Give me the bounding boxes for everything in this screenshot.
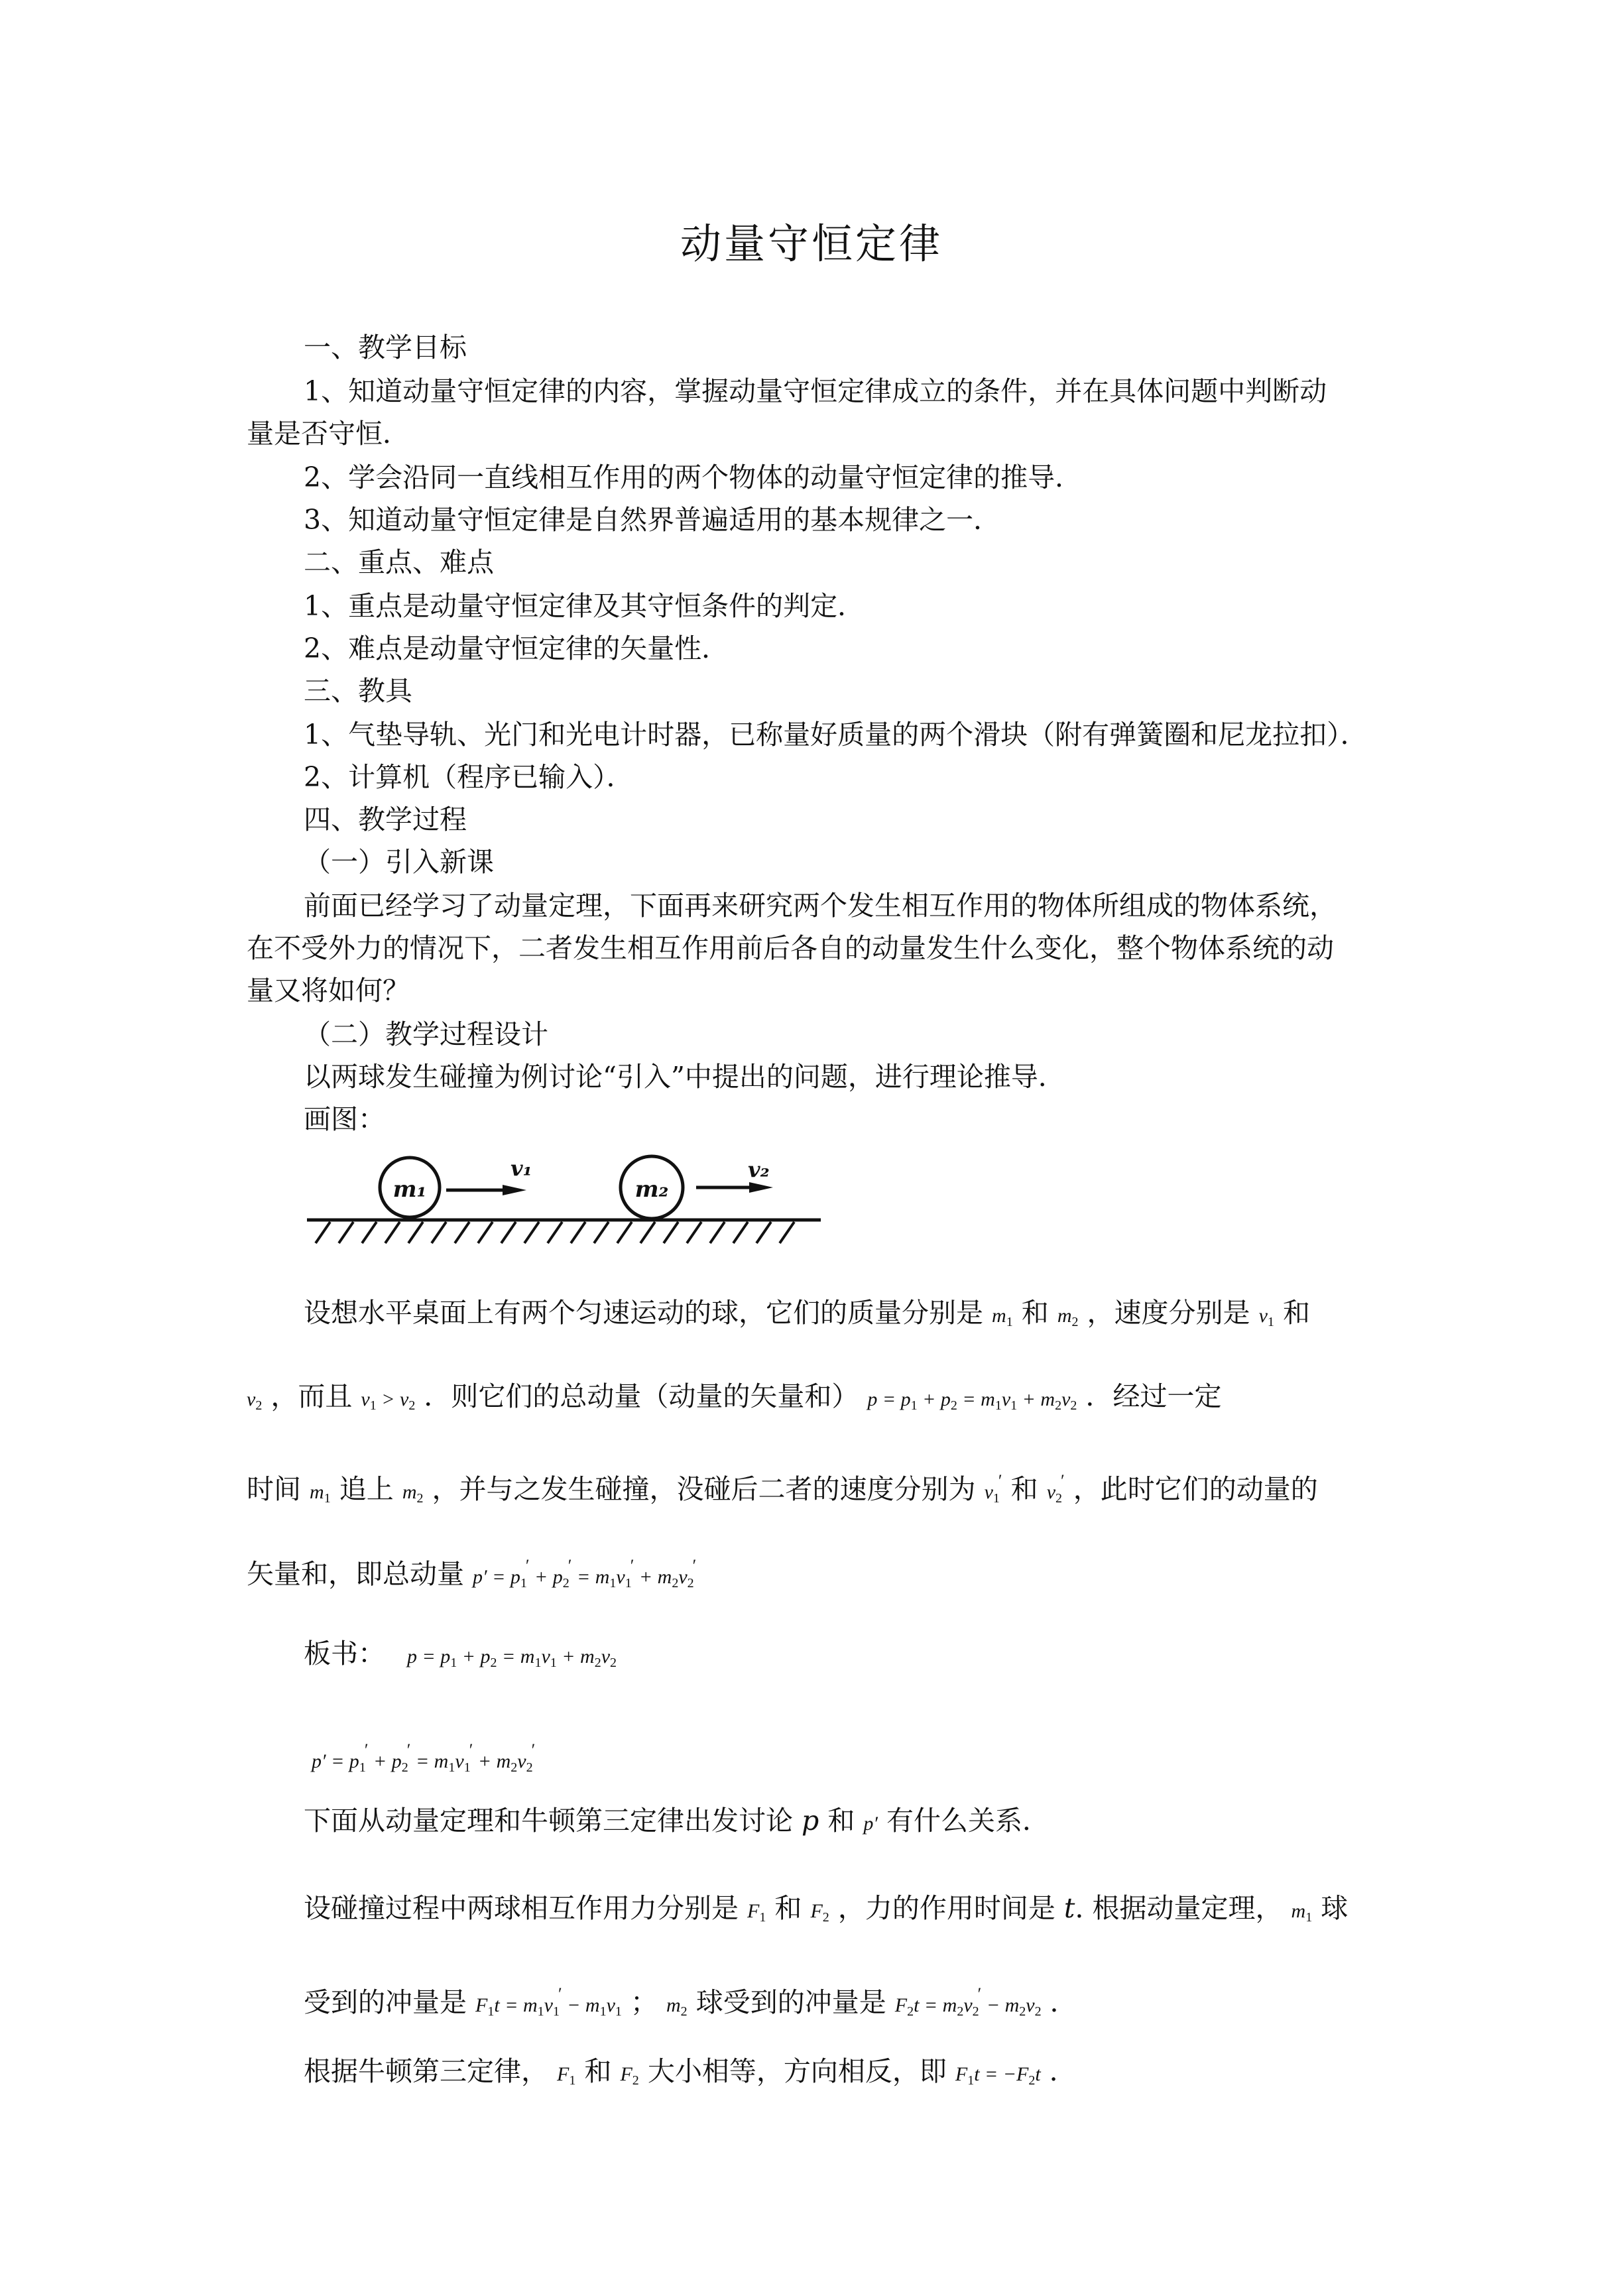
subsection-1-heading: （一）引入新课 <box>304 846 494 878</box>
board-label: 板书： <box>304 1638 385 1669</box>
arrow-v2-label: v₂ <box>748 1157 770 1182</box>
formula-board-1: $p = p_1 + p_2 = m_1v_1 + m_2v_2$ <box>407 1646 617 1670</box>
body-text: 和 <box>827 1805 855 1837</box>
body-text: 有什么关系． <box>886 1805 1050 1837</box>
key-point-2: 2、难点是动量守恒定律的矢量性． <box>304 633 729 664</box>
formula-p-prime: p′ <box>863 1813 878 1835</box>
design-line: 以两球发生碰撞为例讨论“引入”中提出的问题，进行理论推导． <box>304 1061 1065 1093</box>
body-text: 下面从动量定理和牛顿第三定律出发讨论 <box>304 1805 793 1837</box>
formula-impulse-2: $F_2t = m_2v_2' - m_2v_2$ <box>894 1984 1042 2019</box>
body-text: . <box>1075 1892 1084 1924</box>
body-text: ，而且 <box>270 1380 353 1412</box>
ball-m1-label: m₁ <box>392 1176 427 1203</box>
body-text: 和 <box>1021 1297 1049 1329</box>
objective-1-line-2: 量是否守恒． <box>247 418 410 450</box>
collision-diagram <box>304 1150 834 1250</box>
body-text: 和 <box>584 2055 612 2087</box>
section-3-heading: 三、教具 <box>304 675 412 707</box>
intro-line-3: 量又将如何？ <box>247 975 410 1006</box>
body-text: ．则它们的总动量（动量的矢量和） <box>424 1380 859 1412</box>
objective-1-line-1: 1、知道动量守恒定律的内容，掌握动量守恒定律成立的条件，并在具体问题中判断动 <box>304 375 1327 407</box>
formula-F1: $F_1$ <box>557 2063 576 2088</box>
body-text: ，并与之发生碰撞，没碰后二者的速度分别为 <box>432 1473 976 1505</box>
formula-m1: $m_1$ <box>992 1305 1013 1329</box>
formula-impulse-1: $F_1t = m_1v_1' - m_1v_1$ <box>475 1984 622 2019</box>
body-line-8 <box>304 2051 1077 2100</box>
formula-F2: $F_2$ <box>620 2063 639 2088</box>
draw-label: 画图： <box>304 1103 385 1135</box>
formula-F2: $F_2$ <box>810 1900 829 1925</box>
ground-hatching <box>316 1222 794 1243</box>
page-title: 动量守恒定律 <box>680 219 943 268</box>
formula-p: p <box>802 1805 819 1837</box>
body-line-4 <box>247 1546 696 1603</box>
formula-total-momentum-after: $p' = p_1' + p_2' = m_1v_1' + m_2v_2'$ <box>473 1556 697 1591</box>
formula-m2: $m_2$ <box>402 1481 424 1506</box>
body-text: 大小相等，方向相反，即 <box>647 2055 947 2087</box>
intro-line-2: 在不受外力的情况下，二者发生相互作用前后各自的动量发生什么变化，整个物体系统的动 <box>247 932 1334 964</box>
formula-m1: $m_1$ <box>1291 1900 1313 1925</box>
formula-v1: $v_1$ <box>1258 1305 1274 1329</box>
objective-2: 2、学会沿同一直线相互作用的两个物体的动量守恒定律的推导． <box>304 461 1083 493</box>
formula-m2: $m_2$ <box>1057 1305 1079 1329</box>
body-text: 受到的冲量是 <box>304 1986 467 2018</box>
body-text: 根据动量定理， <box>1092 1892 1283 1924</box>
body-line-6 <box>304 1888 1348 1937</box>
body-text: ，力的作用时间是 <box>837 1892 1055 1924</box>
section-1-heading: 一、教学目标 <box>304 332 467 363</box>
body-text: ．经过一定 <box>1085 1380 1222 1412</box>
body-text: 和 <box>1282 1297 1310 1329</box>
formula-v1-gt-v2: $v_1 > v_2$ <box>361 1388 416 1413</box>
body-text: 追上 <box>339 1473 394 1505</box>
arrow-v1-head <box>503 1185 526 1195</box>
formula-m1: $m_1$ <box>310 1481 331 1506</box>
body-line-2 <box>247 1376 1221 1425</box>
body-line-7 <box>304 1974 1077 2031</box>
section-2-heading: 二、重点、难点 <box>304 546 494 578</box>
body-text: 设碰撞过程中两球相互作用力分别是 <box>304 1892 739 1924</box>
body-text: 时间 <box>247 1473 301 1505</box>
formula-newton-third: $F_1t = -F_2t$ <box>955 2063 1041 2088</box>
body-line-3 <box>247 1461 1318 1518</box>
formula-v2-prime: $v_2'$ <box>1046 1471 1065 1506</box>
body-text: ． <box>1050 1986 1077 2018</box>
body-line-1 <box>304 1293 1310 1342</box>
body-text: 设想水平桌面上有两个匀速运动的球，它们的质量分别是 <box>304 1297 983 1329</box>
equipment-1: 1、气垫导轨、光门和光电计时器，已称量好质量的两个滑块（附有弹簧圈和尼龙拉扣）． <box>304 719 1368 751</box>
body-line-5 <box>304 1801 1050 1844</box>
formula-board-2: $p' = p_1' + p_2' = m_1v_1' + m_2v_2'$ <box>312 1740 536 1775</box>
body-text: 和 <box>774 1892 802 1924</box>
formula-m2: $m_2$ <box>666 1994 688 2019</box>
arrow-v1-label: v₁ <box>511 1156 532 1181</box>
body-text: ． <box>1049 2055 1077 2087</box>
intro-line-1: 前面已经学习了动量定理，下面再来研究两个发生相互作用的物体所组成的物体系统， <box>304 890 1337 922</box>
formula-F1: $F_1$ <box>747 1900 766 1925</box>
body-text: ，此时它们的动量的 <box>1073 1473 1318 1505</box>
body-text: 球受到的冲量是 <box>695 1986 886 2018</box>
subsection-2-heading: （二）教学过程设计 <box>304 1018 548 1050</box>
formula-v2: $v_2$ <box>247 1388 263 1413</box>
section-4-heading: 四、教学过程 <box>304 804 467 835</box>
equipment-2: 2、计算机（程序已输入）． <box>304 761 634 793</box>
ball-m2-label: m₂ <box>634 1176 669 1203</box>
objective-3: 3、知道动量守恒定律是自然界普遍适用的基本规律之一． <box>304 504 1001 536</box>
body-text: ； <box>630 1986 658 2018</box>
body-text: 矢量和，即总动量 <box>247 1558 464 1590</box>
arrow-v2-head <box>749 1182 773 1193</box>
formula-t: t <box>1063 1892 1075 1924</box>
board-line-1 <box>304 1634 617 1683</box>
body-text: ，速度分别是 <box>1087 1297 1250 1329</box>
body-text: 球 <box>1321 1892 1349 1924</box>
body-text: 根据牛顿第三定律， <box>304 2055 548 2087</box>
body-text: 和 <box>1010 1473 1038 1505</box>
formula-v1-prime: $v_1'$ <box>984 1471 1002 1506</box>
formula-total-momentum: $p = p_1 + p_2 = m_1v_1 + m_2v_2$ <box>867 1388 1077 1413</box>
key-point-1: 1、重点是动量守恒定律及其守恒条件的判定． <box>304 590 865 622</box>
board-line-2 <box>304 1730 535 1787</box>
